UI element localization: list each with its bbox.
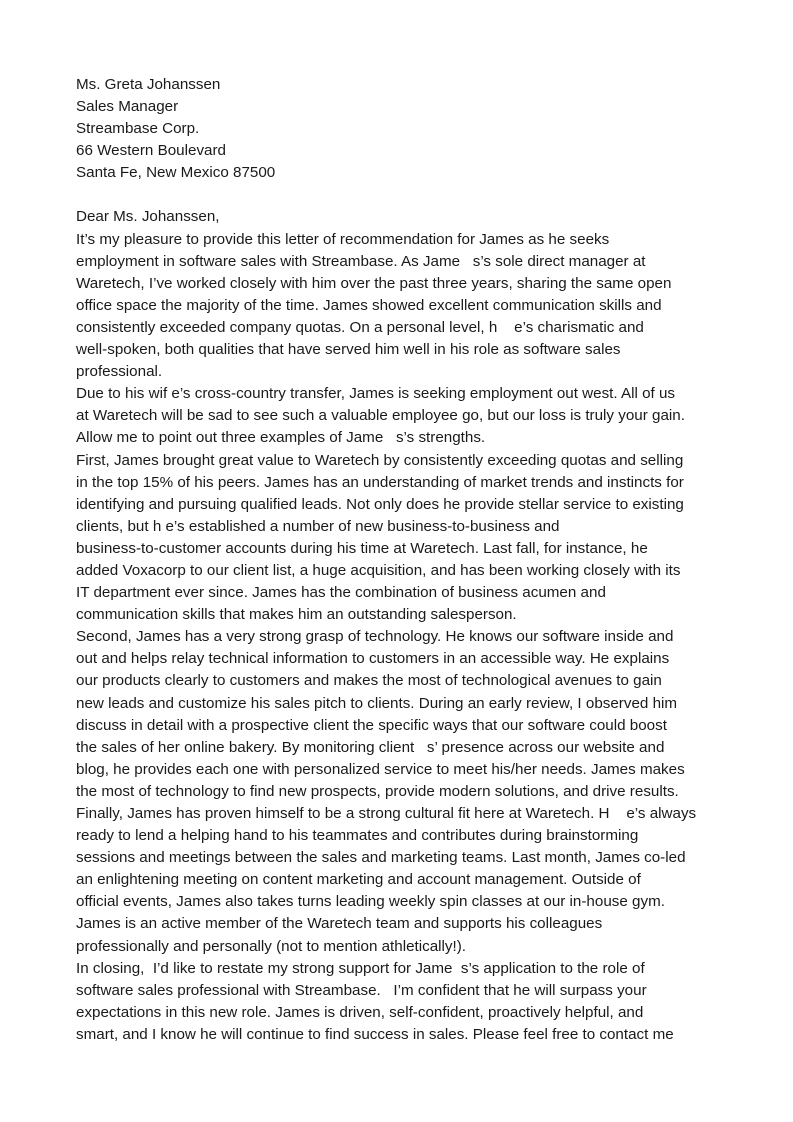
body-line: office space the majority of the time. James showed excellent communication skills and: [76, 296, 662, 314]
body-line: the sales of her online bakery. By monitoring client s’ presence across our website and: [76, 738, 665, 756]
body-line: expectations in this new role. James is driven, self-confident, proactively helpful, and: [76, 1003, 644, 1021]
body-line: an enlightening meeting on content marketing and account management. Outside of: [76, 871, 641, 889]
body-line: professional.: [76, 363, 163, 381]
address-line-company: Streambase Corp.: [76, 120, 200, 138]
body-line: business-to-customer accounts during his time at Waretech. Last fall, for instance, he: [76, 539, 648, 557]
address-line-name: Ms. Greta Johanssen: [76, 76, 221, 93]
body-line: communication skills that makes him an outstanding salesperson.: [76, 606, 517, 624]
body-line: Due to his wif e’s cross-country transfer, James is seeking employment out west. All of us: [76, 385, 676, 403]
body-line: software sales professional with Streambase. I’m confident that he will surpass your: [76, 981, 647, 999]
body-line: clients, but h e’s established a number of new business-to-business and: [76, 517, 560, 535]
body-line: professionally and personally (not to mention athletically!).: [76, 937, 467, 955]
body-line: IT department ever since. James has the combination of business acumen and: [76, 584, 606, 602]
body-line: well-spoken, both qualities that have served him well in his role as software sales: [76, 341, 621, 359]
recipient-address: [76, 74, 776, 184]
body-line: blog, he provides each one with personalized service to meet his/her needs. James makes: [76, 760, 685, 778]
body-line: Allow me to point out three examples of Jame s’s strengths.: [76, 429, 486, 447]
body-line: discuss in detail with a prospective client the specific ways that our software could boost: [76, 716, 667, 734]
body-line: Second, James has a very strong grasp of technology. He knows our software inside and: [76, 628, 674, 646]
body-line: the most of technology to find new prospects, provide modern solutions, and drive results.: [76, 782, 679, 800]
body-line: It’s my pleasure to provide this letter of recommendation for James as he seeks: [76, 230, 610, 248]
body-line: consistently exceeded company quotas. On a personal level, h e’s charismatic and: [76, 318, 644, 336]
body-line: employment in software sales with Streambase. As Jame s’s sole direct manager at: [76, 252, 646, 270]
body-line: official events, James also takes turns leading weekly spin classes at our in-house gym.: [76, 893, 665, 911]
letter-body: [76, 206, 776, 1046]
body-line: James is an active member of the Waretech team and supports his colleagues: [76, 915, 603, 933]
body-line: Waretech, I’ve worked closely with him over the past three years, sharing the same open: [76, 274, 672, 292]
address-line-city: Santa Fe, New Mexico 87500: [76, 164, 276, 182]
body-line: added Voxacorp to our client list, a huge acquisition, and has been working closely with its: [76, 561, 681, 579]
body-line: out and helps relay technical information to customers in an accessible way. He explains: [76, 650, 670, 668]
body-line: in the top 15% of his peers. James has an understanding of market trends and instincts for: [76, 473, 684, 491]
body-line: In closing, I’d like to restate my strong support for Jame s’s application to the role of: [76, 959, 645, 977]
address-spacer: [76, 184, 776, 206]
body-line: Finally, James has proven himself to be a strong cultural fit here at Waretech. H e’s always: [76, 805, 697, 822]
body-line: ready to lend a helping hand to his teammates and contributes during brainstorming: [76, 827, 639, 845]
body-line: identifying and pursuing qualified leads. Not only does he provide stellar service to existing: [76, 495, 684, 513]
body-line: at Waretech will be sad to see such a valuable employee go, but our loss is truly your gain.: [76, 407, 685, 425]
letter-page: [76, 74, 776, 1046]
address-line-street: 66 Western Boulevard: [76, 142, 226, 160]
body-line: sessions and meetings between the sales and marketing teams. Last month, James co-led: [76, 849, 686, 867]
body-line: First, James brought great value to Waretech by consistently exceeding quotas and selling: [76, 451, 684, 469]
body-line: smart, and I know he will continue to find success in sales. Please feel free to contact me: [76, 1025, 674, 1043]
body-line: our products clearly to customers and makes the most of technological avenues to gain: [76, 672, 662, 690]
salutation: Dear Ms. Johanssen,: [76, 208, 220, 226]
address-line-title: Sales Manager: [76, 98, 179, 116]
body-line: new leads and customize his sales pitch to clients. During an early review, I observed him: [76, 694, 678, 712]
